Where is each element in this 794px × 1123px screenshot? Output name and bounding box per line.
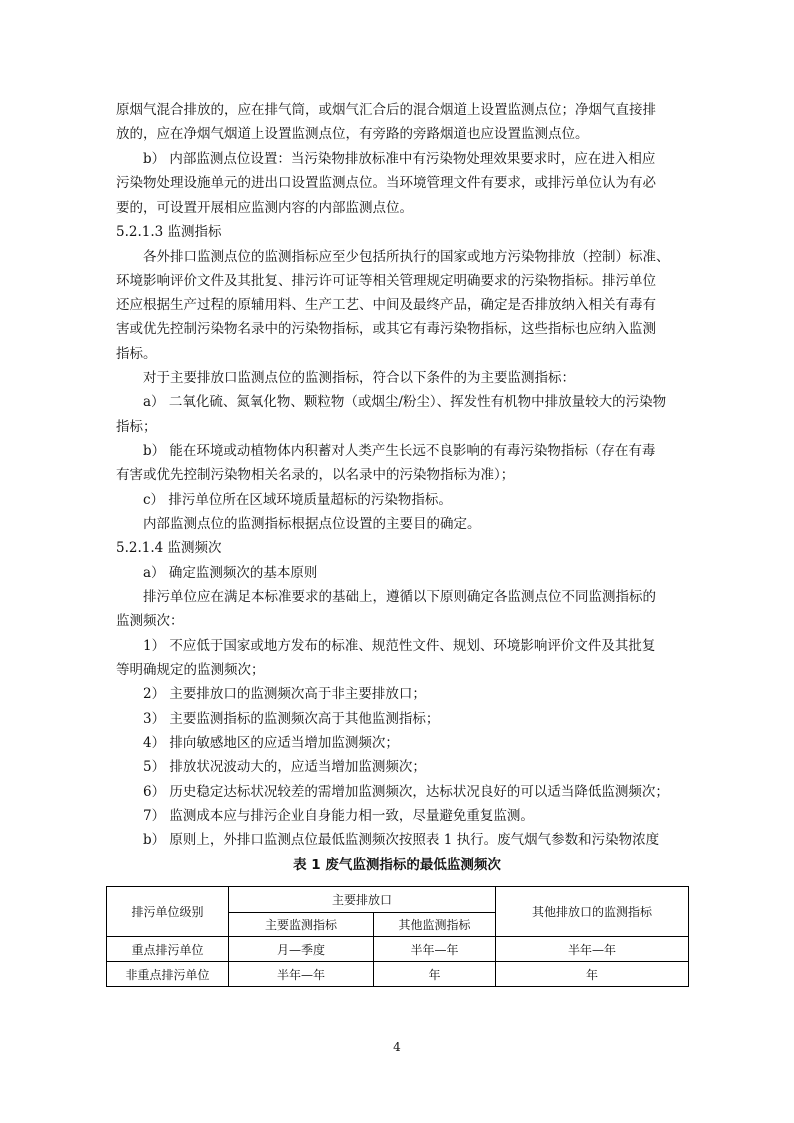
- paragraph-line: 指标；: [116, 419, 157, 435]
- list-item-a: a） 二氧化硫、氮氧化物、颗粒物（或烟尘/粉尘）、挥发性有机物中排放量较大的污染物: [143, 394, 667, 410]
- table-caption: 表 1 废气监测指标的最低监测频次: [293, 857, 501, 873]
- paragraph-line: 环境影响评价文件及其批复、排污许可证等相关管理规定明确要求的污染物指标。排污单位: [116, 273, 656, 289]
- list-item-3: 3） 主要监测指标的监测频次高于其他监测指标；: [143, 711, 440, 727]
- header-main-indicators: 主要监测指标: [229, 913, 374, 937]
- list-item-5: 5） 排放状况波动大的，应适当增加监测频次；: [143, 759, 426, 775]
- header-other-indicators: 其他监测指标: [374, 913, 496, 937]
- paragraph-line: 原烟气混合排放的，应在排气筒，或烟气汇合后的混合烟道上设置监测点位；净烟气直接排: [116, 102, 656, 118]
- paragraph-line: 污染物处理设施单元的进出口设置监测点位。当环境管理文件有要求，或排污单位认为有必: [116, 175, 656, 191]
- list-item-b: b） 能在环境或动植物体内积蓄对人类产生长远不良影响的有毒污染物指标（存在有毒: [143, 443, 656, 459]
- cell-level: 重点排污单位: [107, 937, 229, 962]
- list-item-c: c） 排污单位所在区域环境质量超标的污染物指标。: [143, 492, 452, 508]
- page-number: 4: [393, 1040, 401, 1054]
- cell-main: 半年—年: [229, 962, 374, 987]
- paragraph-line: 各外排口监测点位的监测指标应至少包括所执行的国家或地方污染物排放（控制）标准、: [143, 249, 670, 265]
- monitoring-frequency-table: [106, 886, 689, 987]
- cell-other-outlet: 半年—年: [496, 937, 689, 962]
- list-item-1: 1） 不应低于国家或地方发布的标准、规范性文件、规划、环境影响评价文件及其批复: [143, 638, 656, 654]
- table-header-row: [107, 887, 689, 913]
- list-item-b: b） 内部监测点位设置：当污染物排放标准中有污染物处理效果要求时，应在进入相应: [143, 151, 656, 167]
- paragraph-line: 等明确规定的监测频次；: [116, 662, 265, 678]
- paragraph-line: 放的，应在净烟气烟道上设置监测点位，有旁路的旁路烟道也应设置监测点位。: [116, 126, 589, 142]
- paragraph-line: 有害或优先控制污染物相关名录的，以名录中的污染物指标为准）；: [116, 467, 515, 483]
- paragraph-line: 对于主要排放口监测点位的监测指标，符合以下条件的为主要监测指标：: [143, 370, 575, 386]
- list-item-4: 4） 排向敏感地区的应适当增加监测频次；: [143, 735, 399, 751]
- list-item-a: a） 确定监测频次的基本原则: [143, 565, 318, 581]
- section-heading: 5.2.1.3 监测指标: [116, 224, 222, 240]
- header-main-outlet: 主要排放口: [229, 887, 496, 913]
- cell-level: 非重点排污单位: [107, 962, 229, 987]
- header-unit-level: 排污单位级别: [107, 887, 229, 937]
- list-item-6: 6） 历史稳定达标状况较差的需增加监测频次，达标状况良好的可以适当降低监测频次；: [143, 784, 669, 800]
- list-item-7: 7） 监测成本应与排污企业自身能力相一致，尽量避免重复监测。: [143, 808, 534, 824]
- paragraph-line: 要的，可设置开展相应监测内容的内部监测点位。: [116, 200, 413, 216]
- list-item-b: b） 原则上，外排口监测点位最低监测频次按照表 1 执行。废气烟气参数和污染物浓度: [143, 832, 660, 848]
- table-row: [107, 962, 689, 987]
- paragraph-line: 内部监测点位的监测指标根据点位设置的主要目的确定。: [143, 516, 481, 532]
- table-row: [107, 937, 689, 962]
- paragraph-line: 监测频次：: [116, 613, 184, 629]
- list-item-2: 2） 主要排放口的监测频次高于非主要排放口；: [143, 686, 426, 702]
- paragraph-line: 害或优先控制污染物名录中的污染物指标，或其它有毒污染物指标，这些指标也应纳入监测: [116, 321, 656, 337]
- paragraph-line: 指标。: [116, 346, 157, 362]
- section-heading: 5.2.1.4 监测频次: [116, 540, 222, 556]
- paragraph-line: 排污单位应在满足本标准要求的基础上，遵循以下原则确定各监测点位不同监测指标的: [143, 589, 656, 605]
- header-other-outlets: 其他排放口的监测指标: [496, 887, 689, 937]
- cell-main: 月—季度: [229, 937, 374, 962]
- cell-other: 半年—年: [374, 937, 496, 962]
- paragraph-line: 还应根据生产过程的原辅用料、生产工艺、中间及最终产品，确定是否排放纳入相关有毒有: [116, 297, 656, 313]
- cell-other: 年: [374, 962, 496, 987]
- cell-other-outlet: 年: [496, 962, 689, 987]
